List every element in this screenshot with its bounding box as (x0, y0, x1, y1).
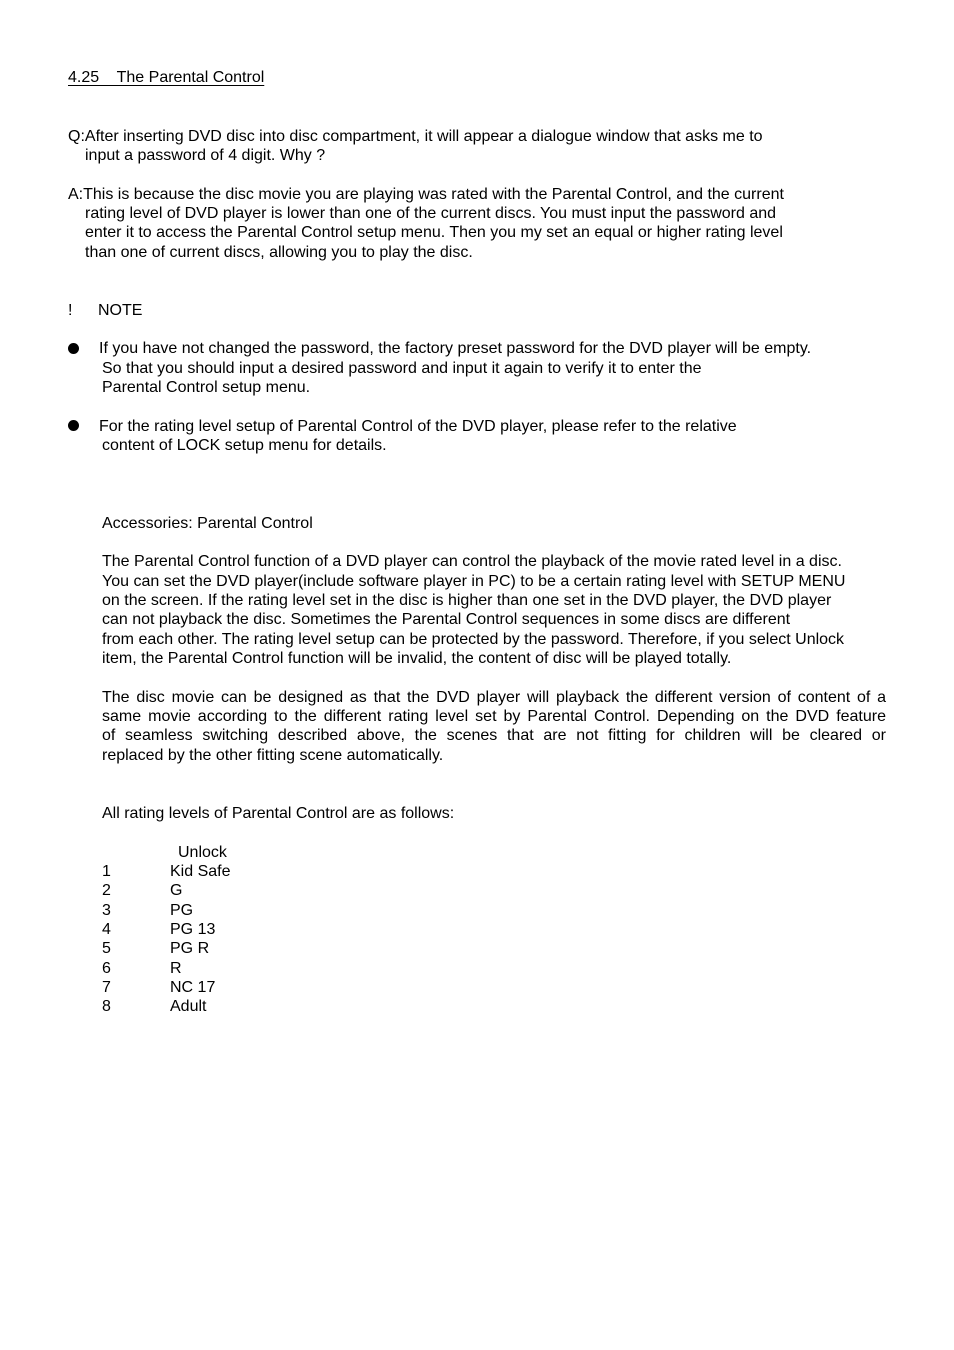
level-number: 3 (102, 902, 111, 919)
paragraph-line: on the screen. If the rating level set in the disc is higher than one set in the DVD player, the DVD player (102, 592, 832, 609)
level-number: 5 (102, 940, 111, 957)
paragraph-line: You can set the DVD player(include software player in PC) to be a certain rating level with SETUP MENU (102, 573, 846, 590)
level-name: Kid Safe (170, 863, 231, 880)
paragraph-line: The Parental Control function of a DVD player can control the playback of the movie rated level in a disc. (102, 553, 842, 570)
answer-line: A:This is because the disc movie you are playing was rated with the Parental Control, and the current (68, 186, 784, 203)
level-number: 1 (102, 863, 111, 880)
level-name: PG 13 (170, 921, 216, 938)
paragraph-line: can not playback the disc. Sometimes the Parental Control sequences in some discs are different (102, 611, 791, 628)
bullet-icon (68, 420, 79, 431)
note-mark: ! (68, 302, 73, 319)
level-number: 8 (102, 998, 111, 1015)
level-name: PG R (170, 940, 210, 957)
paragraph-line: same movie according to the different rating level set by Parental Control. Depending on the DVD feature (102, 708, 886, 725)
answer-line: than one of current discs, allowing you to play the disc. (85, 244, 473, 261)
bullet-line: For the rating level setup of Parental Control of the DVD player, please refer to the relative (99, 418, 737, 435)
paragraph-line: of seamless switching described above, the scenes that are not fitting for children will be cleared or (102, 727, 886, 744)
paragraph-line: item, the Parental Control function will be invalid, the content of disc will be played totally. (102, 650, 732, 667)
level-number: 4 (102, 921, 111, 938)
level-number: 7 (102, 979, 111, 996)
level-name: Adult (170, 998, 207, 1015)
level-number: 6 (102, 960, 111, 977)
question-line: Q:After inserting DVD disc into disc compartment, it will appear a dialogue window that asks me to (68, 128, 763, 145)
level-name: G (170, 882, 183, 899)
bullet-line: So that you should input a desired password and input it again to verify it to enter the (102, 360, 702, 377)
bullet-line: Parental Control setup menu. (102, 379, 311, 396)
paragraph-line: from each other. The rating level setup can be protected by the password. Therefore, if you select Unlock (102, 631, 845, 648)
answer-line: rating level of DVD player is lower than one of the current discs. You must input the password and (85, 205, 777, 222)
level-name: NC 17 (170, 979, 216, 996)
level-name: Unlock (178, 844, 227, 861)
question-line: input a password of 4 digit. Why ? (85, 147, 326, 164)
bullet-icon (68, 343, 79, 354)
level-number: 2 (102, 882, 111, 899)
level-name: PG (170, 902, 194, 919)
answer-line: enter it to access the Parental Control setup menu. Then you my set an equal or higher rating level (85, 224, 783, 241)
level-name: R (170, 960, 182, 977)
bullet-line: content of LOCK setup menu for details. (102, 437, 387, 454)
bullet-line: If you have not changed the password, the factory preset password for the DVD player will be empty. (99, 340, 812, 357)
levels-intro: All rating levels of Parental Control are as follows: (102, 805, 455, 822)
accessories-title: Accessories: Parental Control (102, 515, 313, 532)
note-label: NOTE (98, 302, 143, 319)
paragraph-line: replaced by the other fitting scene automatically. (102, 747, 444, 764)
paragraph-line: The disc movie can be designed as that the DVD player will playback the different version of content of a (102, 689, 886, 706)
section-heading: 4.25 The Parental Control (68, 69, 265, 86)
